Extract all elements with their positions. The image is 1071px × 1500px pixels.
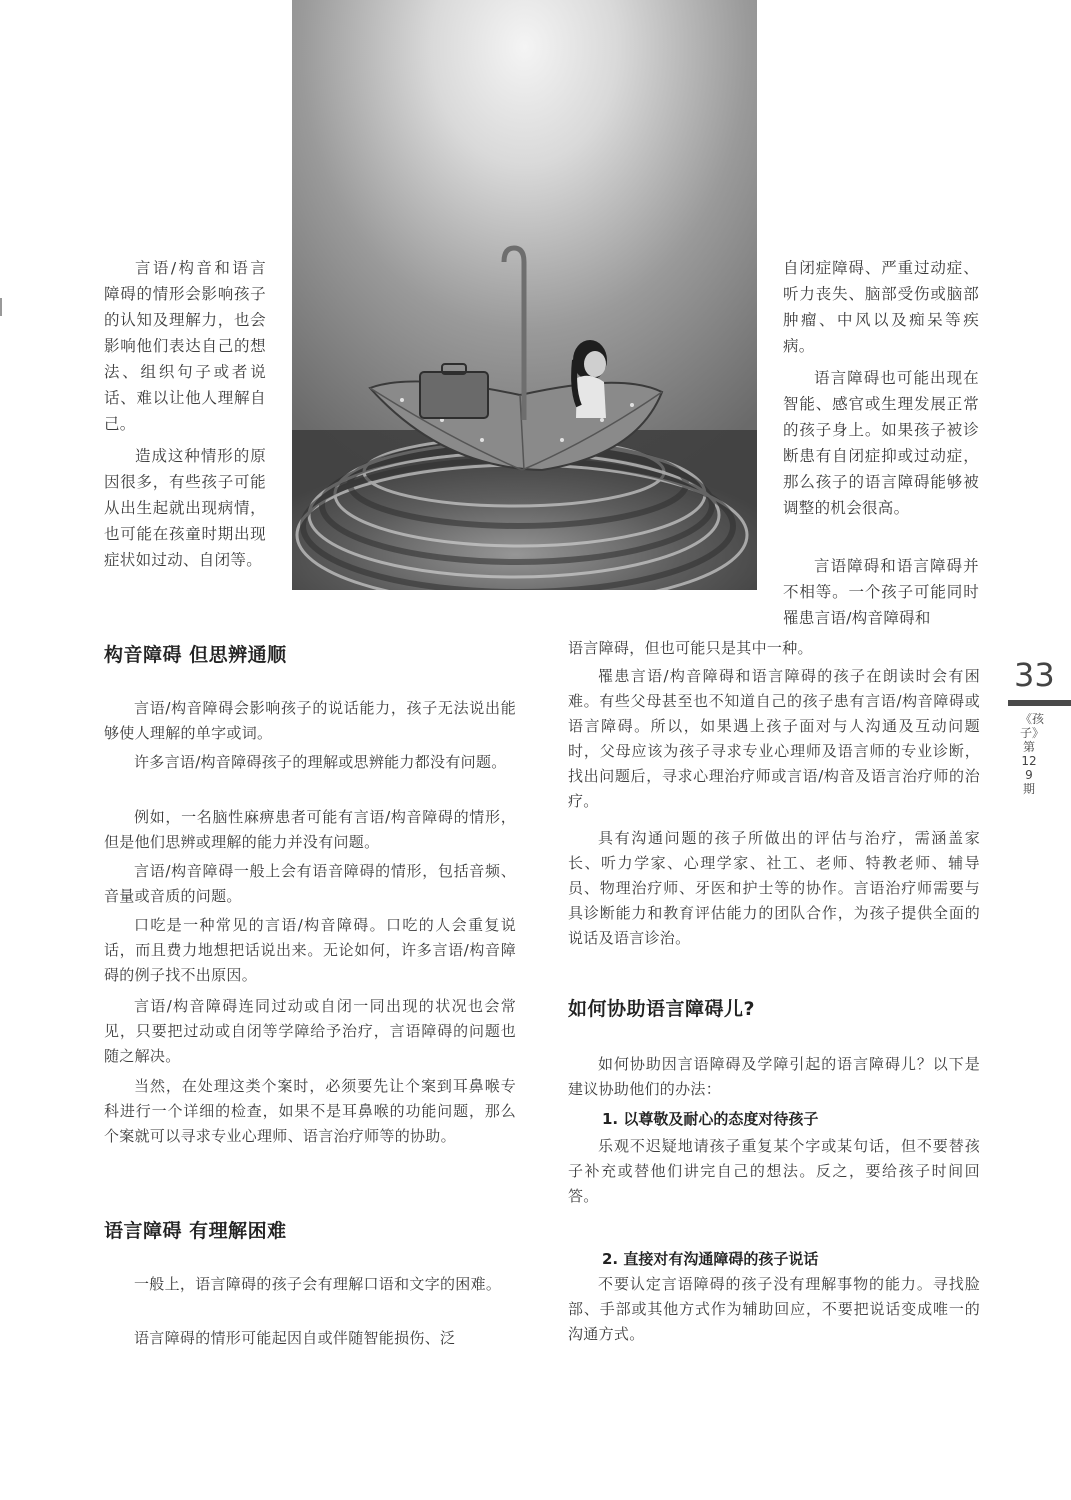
edge-mark [0,298,2,316]
section1-paragraph-3: 例如，一名脑性麻痹患者可能有言语/构音障碍的情形，但是他们思辨或理解的能力并没有问题。 [104,808,516,851]
section1-paragraph-2: 许多言语/构音障碍孩子的理解或思辨能力都没有问题。 [134,753,507,771]
section1-paragraph-7: 当然，在处理这类个案时，必须要先让个案到耳鼻喉专科进行一个详细的检查，如果不是耳鼻喉的功能问题，那么个案就可以寻求专业心理师、语言治疗师等的协助。 [104,1077,516,1145]
section3-intro: 如何协助因言语障碍及学障引起的语言障碍儿？以下是建议协助他们的办法： [568,1055,980,1098]
section1-paragraph-1: 言语/构音障碍会影响孩子的说话能力，孩子无法说出能够使人理解的单字或词。 [104,699,516,742]
tip1-title: 1. 以尊敬及耐心的态度对待孩子 [602,1110,819,1128]
section2-paragraph-1: 一般上，语言障碍的孩子会有理解口语和文字的困难。 [134,1275,502,1293]
intro-right-paragraph-1: 自闭症障碍、严重过动症、听力丧失、脑部受伤或脑部肿瘤、中风以及痴呆等疾病。 [783,259,979,355]
intro-right-paragraph-3: 言语障碍和语言障碍并不相等。一个孩子可能同时罹患言语/构音障碍和 [783,557,979,627]
section2-paragraph-2: 语言障碍的情形可能起因自或伴随智能损伤、泛 [134,1329,456,1347]
tip1-text: 乐观不迟疑地请孩子重复某个字或某句话，但不要替孩子补充或替他们讲完自己的想法。反之，要给孩子时间回答。 [568,1137,980,1205]
section-heading-how-to-help: 如何协助语言障碍儿? [568,998,756,1020]
tip2-title: 2. 直接对有沟通障碍的孩子说话 [602,1250,819,1268]
section1-paragraph-4: 言语/构音障碍一般上会有语音障碍的情形，包括音频、音量或音质的问题。 [104,862,516,905]
issue-label: 《孩子》第129期 [1020,712,1045,796]
section-heading-articulation: 构音障碍 但思辨通顺 [104,644,287,666]
section1-paragraph-5: 口吃是一种常见的言语/构音障碍。口吃的人会重复说话，而且费力地想把话说出来。无论如何，许多言语/构音障碍的例子找不出原因。 [104,916,516,984]
side-bar-divider [1008,700,1071,706]
right-paragraph-2: 具有沟通问题的孩子所做出的评估与治疗，需涵盖家长、听力学家、心理学家、社工、老师、特教老师、辅导员、物理治疗师、牙医和护士等的协作。言语治疗师需要与具诊断能力和教育评估能力的团队合作，为孩子提供全面的说话及语言诊治。 [568,829,980,947]
right-continuation: 语言障碍，但也可能只是其中一种。 [568,639,813,657]
page-number: 33 [1014,656,1055,694]
intro-right-paragraph-2: 语言障碍也可能出现在智能、感官或生理发展正常的孩子身上。如果孩子被诊断患有自闭症抑或过动症，那么孩子的语言障碍能够被调整的机会很高。 [783,369,979,517]
right-paragraph-1: 罹患言语/构音障碍和语言障碍的孩子在朗读时会有困难。有些父母甚至也不知道自己的孩子患有言语/构音障碍或语言障碍。所以，如果遇上孩子面对与人沟通及互动问题时，父母应该为孩子寻求专业心理师及语言师的专业诊断，找出问题后，寻求心理治疗师或言语/构音及语言治疗师的治疗。 [568,667,980,810]
intro-left-paragraph-1: 言语/构音和语言障碍的情形会影响孩子的认知及理解力，也会影响他们表达自己的想法、组织句子或者说话、难以让他人理解自己。 [104,259,266,433]
tip2-text: 不要认定言语障碍的孩子没有理解事物的能力。寻找脸部、手部或其他方式作为辅助回应，不要把说话变成唯一的沟通方式。 [568,1275,980,1343]
section1-paragraph-6: 言语/构音障碍连同过动或自闭一同出现的状况也会常见，只要把过动或自闭等学障给予治疗，言语障碍的问题也随之解决。 [104,997,516,1065]
section-heading-language: 语言障碍 有理解困难 [104,1220,287,1242]
intro-left-paragraph-2: 造成这种情形的原因很多，有些孩子可能从出生起就出现病情，也可能在孩童时期出现症状如过动、自闭等。 [104,447,266,569]
umbrella-boat-illustration [292,0,757,590]
